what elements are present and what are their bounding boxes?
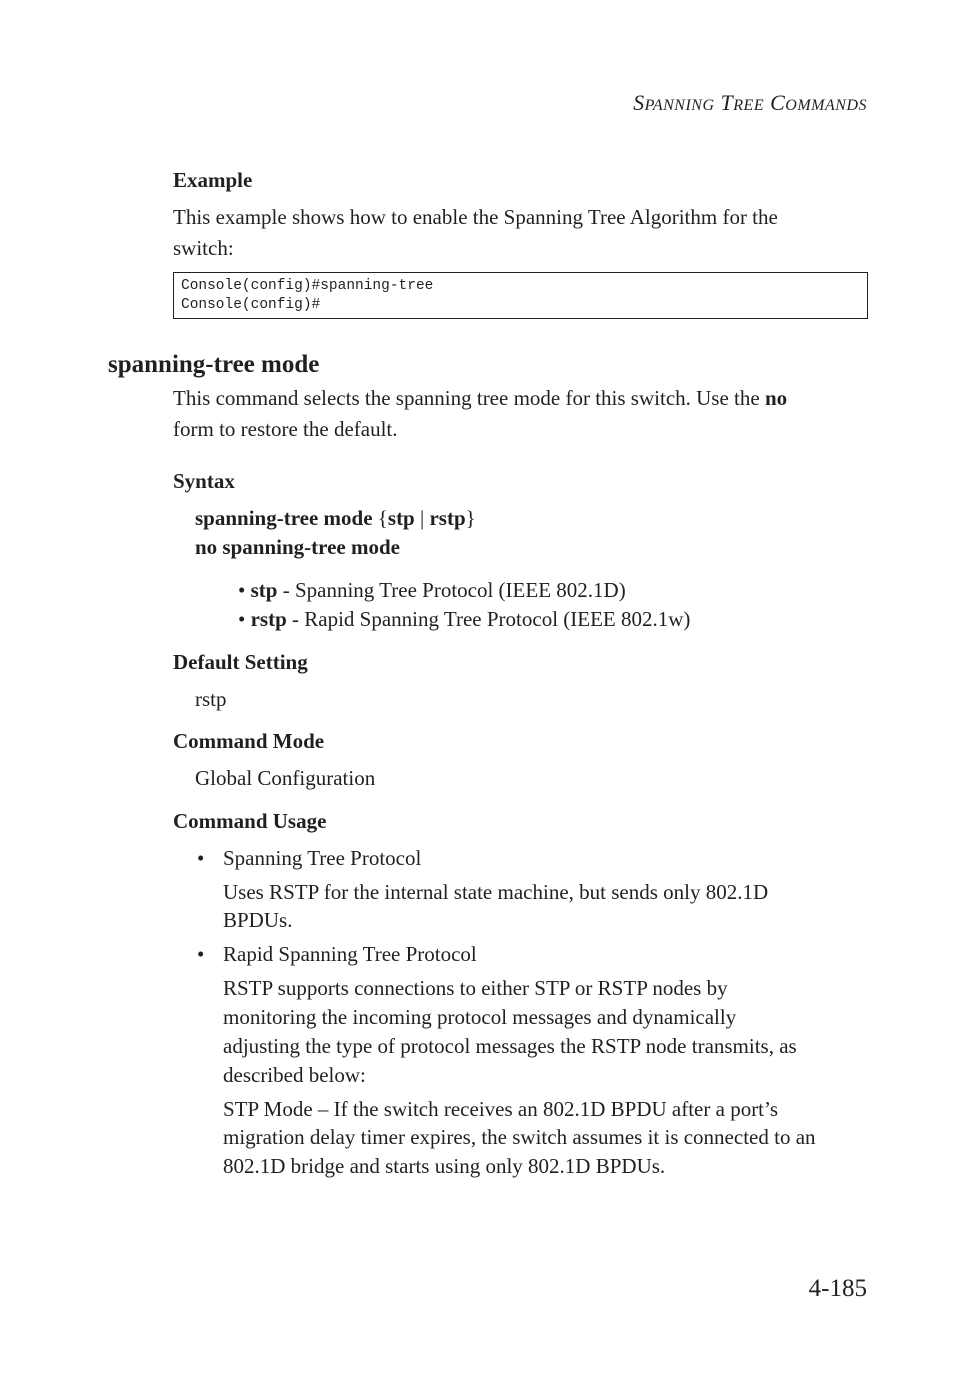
command-desc-no: no: [764, 386, 788, 410]
header-word3-cap: C: [770, 90, 786, 115]
command-desc-text: This command selects the spanning tree mode for this switch. Use the: [173, 386, 765, 410]
option-desc: - Spanning Tree Protocol (IEEE 802.1D): [277, 578, 626, 602]
default-value: rstp: [195, 687, 227, 711]
syntax-line1: [195, 503, 476, 534]
usage-item2-line3: adjusting the type of protocol messages the RSTP node transmits, as: [223, 1034, 797, 1058]
page-number: 4-185: [808, 1275, 867, 1302]
usage-item2-line1: RSTP supports connections to either STP or RSTP nodes by: [223, 976, 728, 1000]
default-heading: Default Setting: [173, 650, 308, 674]
bullet-icon: •: [238, 607, 246, 631]
code-line2: Console(config)#: [181, 297, 321, 313]
usage-item2-title: Rapid Spanning Tree Protocol: [223, 942, 477, 966]
header-word2-rest: REE: [733, 97, 765, 114]
usage-item1-line1: Uses RSTP for the internal state machine, but sends only 802.1D: [223, 880, 769, 904]
usage-item1-title: Spanning Tree Protocol: [223, 846, 422, 870]
bullet-icon: •: [197, 942, 205, 966]
usage-item2-line2: monitoring the incoming protocol messages and dynamically: [223, 1005, 737, 1029]
mode-heading: Command Mode: [173, 729, 325, 753]
syntax-brace-open: {: [377, 506, 388, 530]
command-title: spanning-tree mode: [108, 351, 320, 378]
mode-value: Global Configuration: [195, 766, 376, 790]
code-line1: Console(config)#spanning-tree: [181, 278, 434, 294]
bullet-icon: •: [197, 846, 205, 870]
syntax-pipe: |: [414, 506, 430, 530]
usage-item2-line4: described below:: [223, 1063, 366, 1087]
example-text-line2: switch:: [173, 236, 234, 260]
usage-item1-line2: BPDUs.: [223, 908, 293, 932]
syntax-line2: no spanning-tree mode: [195, 535, 400, 559]
header-word3-rest: OMMANDS: [785, 97, 867, 114]
syntax-stp: stp: [387, 506, 415, 530]
syntax-option-rstp: [238, 605, 690, 634]
command-desc-line2: form to restore the default.: [173, 417, 398, 441]
code-block: [173, 272, 868, 319]
usage-heading: Command Usage: [173, 809, 327, 833]
option-desc: - Rapid Spanning Tree Protocol (IEEE 802.1w): [286, 607, 691, 631]
option-name: rstp: [250, 607, 287, 631]
example-text-line1: This example shows how to enable the Spanning Tree Algorithm for the: [173, 205, 778, 229]
command-desc-line1: [173, 383, 787, 414]
running-header: [633, 90, 867, 116]
syntax-rstp: rstp: [429, 506, 466, 530]
syntax-brace-close: }: [465, 506, 476, 530]
header-word2-cap: T: [720, 90, 734, 115]
header-word1-cap: S: [633, 90, 645, 115]
syntax-heading: Syntax: [173, 469, 235, 493]
option-name: stp: [250, 578, 278, 602]
syntax-cmd: spanning-tree mode: [195, 506, 378, 530]
usage-item2-p2-line3: 802.1D bridge and starts using only 802.1D BPDUs.: [223, 1154, 666, 1178]
usage-item2-p2-line1: STP Mode – If the switch receives an 802.1D BPDU after a port’s: [223, 1097, 779, 1121]
bullet-icon: •: [238, 578, 246, 602]
header-word1-rest: PANNING: [644, 97, 715, 114]
syntax-option-stp: [238, 576, 626, 605]
usage-item2-p2-line2: migration delay timer expires, the switch assumes it is connected to an: [223, 1125, 816, 1149]
example-heading: Example: [173, 168, 253, 192]
